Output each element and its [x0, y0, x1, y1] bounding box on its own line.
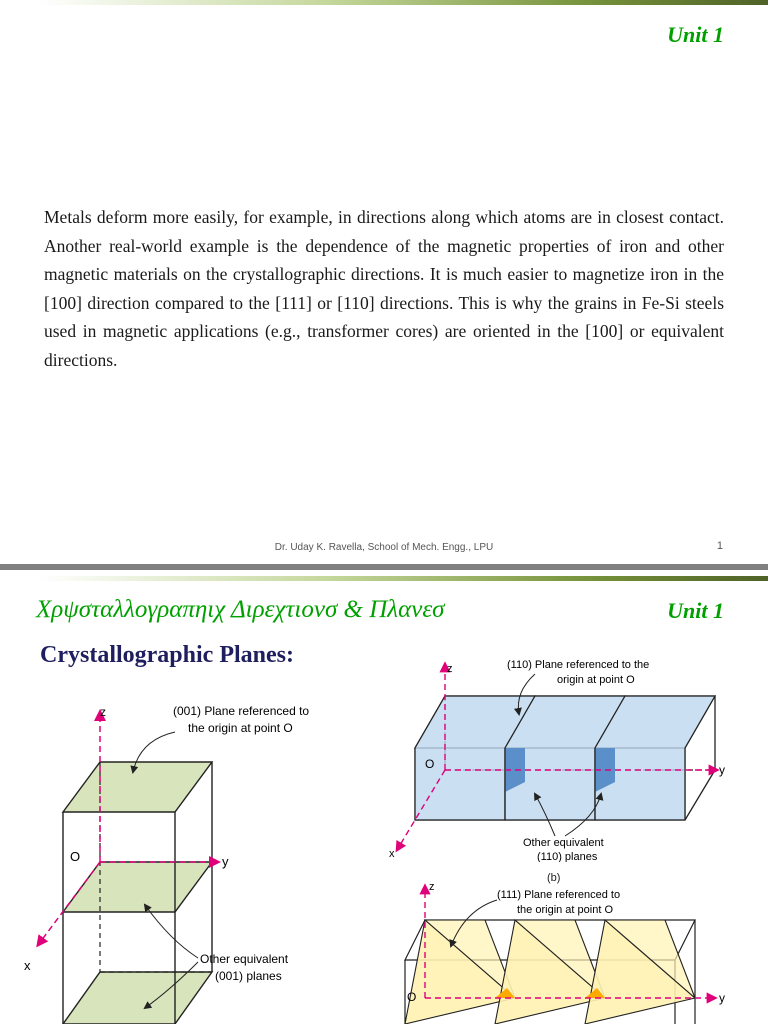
axis-x-label: x [389, 848, 395, 860]
plane-001-top [63, 762, 212, 812]
section-heading: Crystallographic Planes: [40, 642, 294, 668]
axis-z-label: z [100, 705, 106, 719]
plane-001-bottom [63, 972, 212, 1024]
plane-001-middle [63, 862, 212, 912]
callout-text-line1: (001) Plane referenced to [173, 704, 310, 718]
top-accent-bar [38, 0, 768, 5]
figure-111-planes [385, 880, 768, 1024]
equivalent-text-line1: Other equivalent [200, 952, 289, 966]
axis-y-label: y [719, 991, 725, 1005]
slide-footer: Dr. Uday K. Ravella, School of Mech. Engg., LPU [274, 542, 494, 553]
equivalent-text-line2: (110) planes [537, 851, 598, 862]
unit-label: Unit 1 [667, 22, 724, 47]
axis-z-label: z [429, 881, 435, 893]
callout-text-line2: the origin at point O [188, 721, 293, 735]
figure-001-planes [0, 690, 380, 1024]
callout-text-line2: the origin at point O [517, 904, 614, 916]
axis-z-label: z [447, 663, 453, 675]
axis-y-label: y [719, 763, 725, 777]
origin-label: O [70, 849, 81, 864]
equivalent-text-line1: Other equivalent [523, 837, 604, 849]
axis-x-label: x [24, 958, 31, 973]
slide-2 [0, 570, 768, 1024]
body-paragraph: Metals deform more easily, for example, in directions along which atoms are in closest contact. Another real-world example is the dependence of the magnetic properties of iron and other magnetic materials on the crystallographic directions. It is much easier to magnetize iron in the [100] direction compared to the [111] or [110] directions. This is why the grains in Fe-Si steels used in magnetic applications (e.g., transformer cores) are oriented in the [100] or equivalent directions. [44, 207, 724, 370]
origin-label: O [425, 757, 435, 771]
top-accent-bar [38, 576, 768, 581]
callout-text-line1: (111) Plane referenced to [497, 889, 621, 901]
page-number: 1 [716, 540, 723, 552]
unit-label: Unit 1 [667, 598, 724, 623]
origin-label: O [407, 990, 417, 1004]
figure-110-planes [385, 652, 768, 862]
axis-y-label: y [222, 854, 229, 869]
callout-text-line1: (110) Plane referenced to the [507, 659, 650, 671]
equivalent-text-line2: (001) planes [215, 969, 282, 983]
slide-title: Χρψσταλλογραπηιχ Διρεχτιονσ & Πλανεσ [36, 596, 445, 623]
figure-b-sublabel: (b) [547, 872, 561, 884]
callout-text-line2: origin at point O [557, 674, 635, 686]
